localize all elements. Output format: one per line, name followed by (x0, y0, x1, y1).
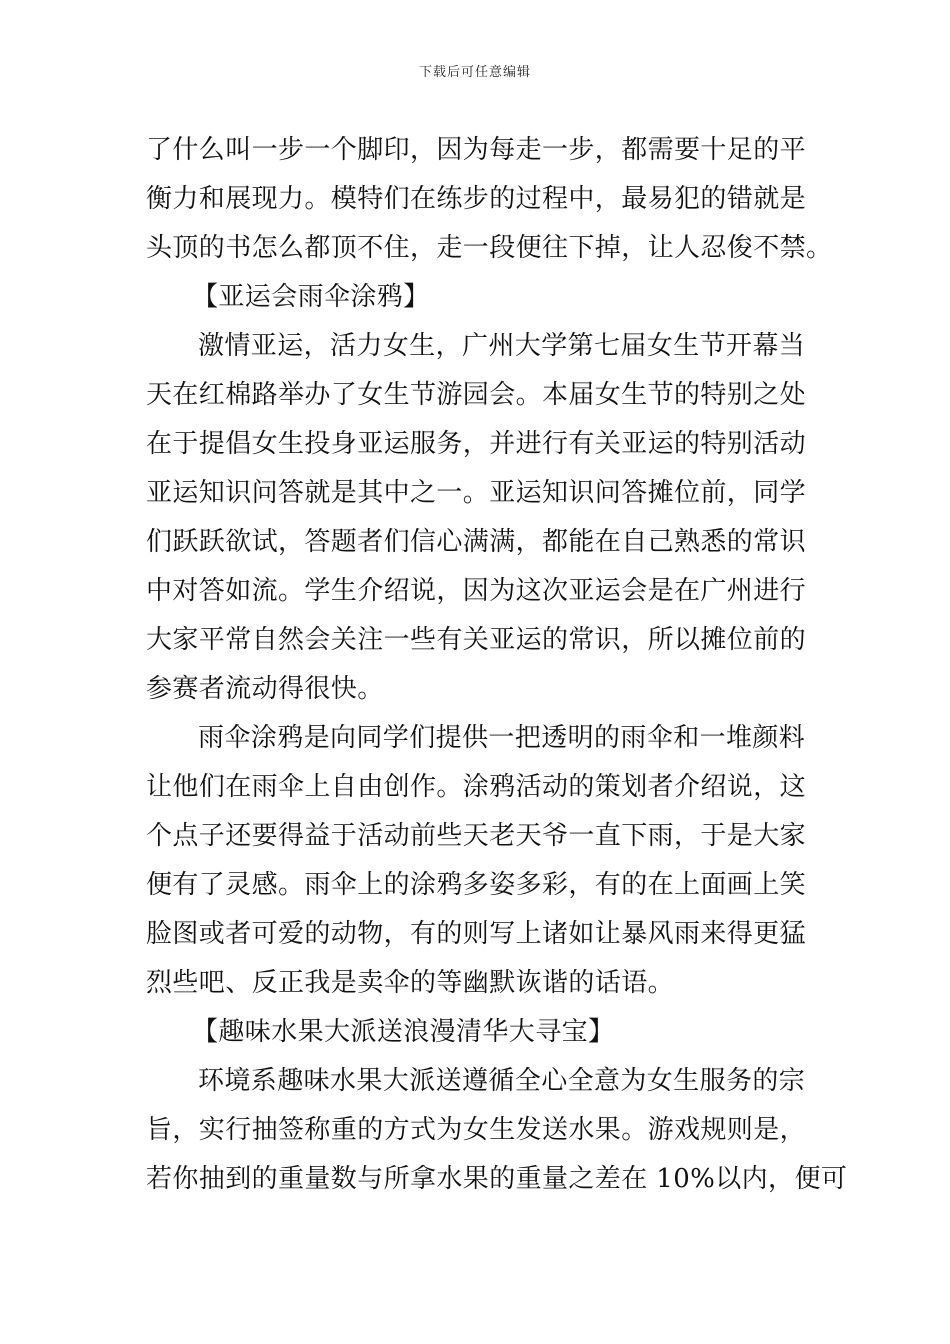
section-heading: 【亚运会雨伞涂鸦】 (192, 282, 430, 312)
text-line: 们跃跃欲试，答题者们信心满满，都能在自己熟悉的常识 (146, 527, 807, 557)
text-line: 中对答如流。学生介绍说，因为这次亚运会是在广州进行 (146, 576, 807, 606)
text-line: 衡力和展现力。模特们在练步的过程中，最易犯的错就是 (146, 184, 807, 214)
page-header-note: 下载后可任意编辑 (418, 65, 531, 80)
text-line: 参赛者流动得很快。 (146, 674, 384, 704)
text-line: 让他们在雨伞上自由创作。涂鸦活动的策划者介绍说，这 (146, 772, 807, 802)
text-line: 个点子还要得益于活动前些天老天爷一直下雨，于是大家 (146, 821, 807, 851)
text-line: 烈些吧、反正我是卖伞的等幽默诙谐的话语。 (146, 968, 675, 998)
text-line: 天在红棉路举办了女生节游园会。本届女生节的特别之处 (146, 380, 807, 410)
text-line: 激情亚运，活力女生，广州大学第七届女生节开幕当 (198, 331, 806, 361)
text-line: 亚运知识问答就是其中之一。亚运知识问答摊位前，同学 (146, 478, 807, 508)
text-line: 雨伞涂鸦是向同学们提供一把透明的雨伞和一堆颜料 (198, 723, 806, 753)
text-line: 脸图或者可爱的动物，有的则写上诸如让暴风雨来得更猛 (146, 919, 807, 949)
text-line: 头顶的书怎么都顶不住，走一段便往下掉，让人忍俊不禁。 (146, 233, 833, 263)
text-line: 了什么叫一步一个脚印，因为每走一步，都需要十足的平 (146, 135, 807, 165)
text-line: 便有了灵感。雨伞上的涂鸦多姿多彩，有的在上面画上笑 (146, 870, 807, 900)
text-line: 旨，实行抽签称重的方式为女生发送水果。游戏规则是， (146, 1115, 807, 1145)
text-line: 大家平常自然会关注一些有关亚运的常识，所以摊位前的 (146, 625, 807, 655)
section-heading: 【趣味水果大派送浪漫清华大寻宝】 (192, 1017, 615, 1047)
text-line: 若你抽到的重量数与所拿水果的重量之差在 10%以内，便可 (146, 1164, 848, 1194)
text-line: 环境系趣味水果大派送遵循全心全意为女生服务的宗 (198, 1066, 806, 1096)
document-body (146, 126, 848, 1204)
text-line: 在于提倡女生投身亚运服务，并进行有关亚运的特别活动 (146, 429, 807, 459)
